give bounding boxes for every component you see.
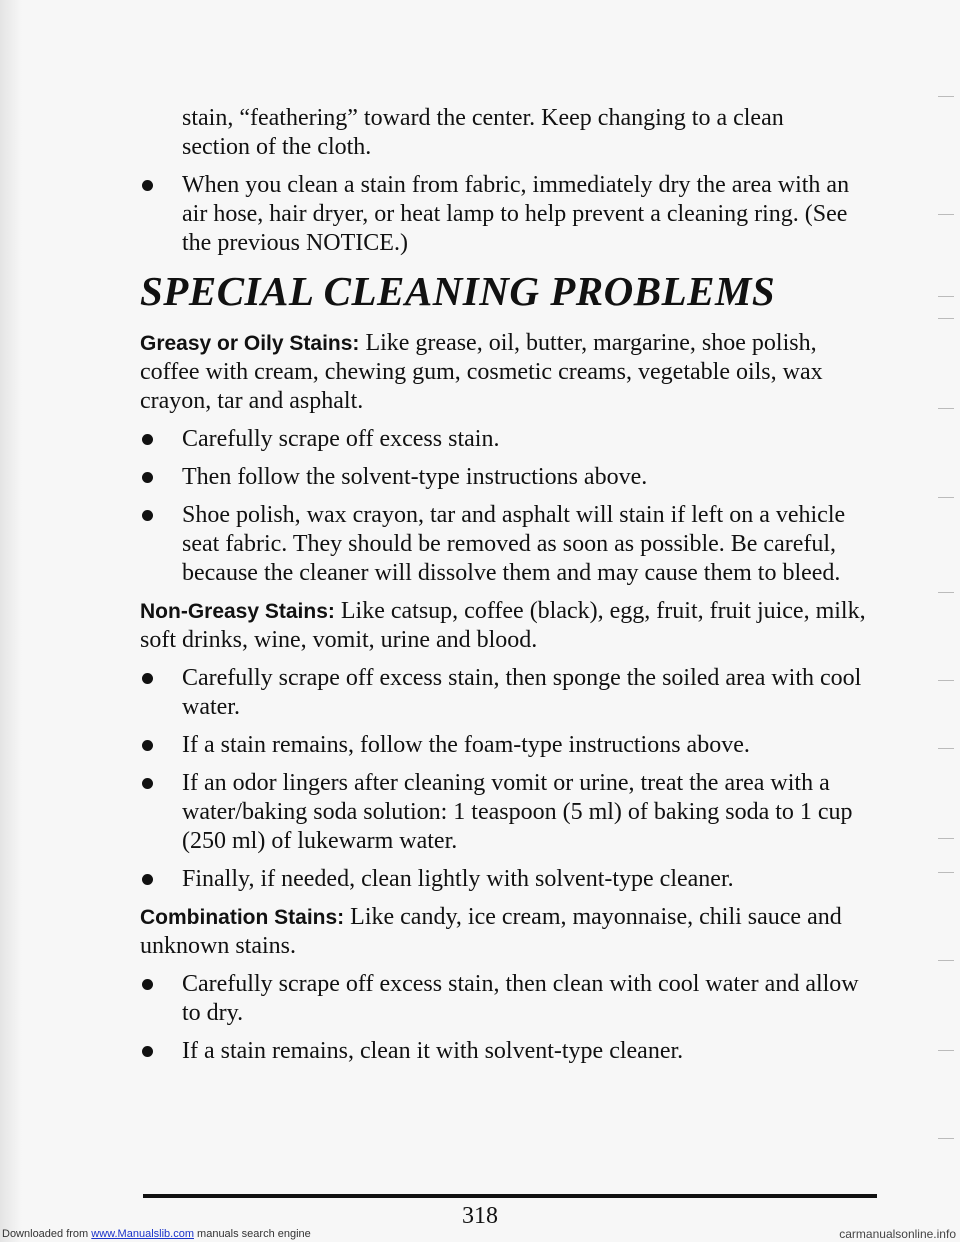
intro-line: stain, “feathering” toward the center. Keep changing to a clean	[182, 105, 784, 131]
combination-lead: Combination Stains:	[140, 906, 345, 929]
intro-paragraph	[182, 104, 880, 162]
download-prefix: Downloaded from	[2, 1228, 92, 1240]
greasy-text: Like grease, oil, butter, margarine, shoe polish, coffee with cream, chewing gum, cosmetic creams, vegetable oils, wax crayon, tar and asphalt.	[140, 330, 823, 414]
bullet-icon	[142, 472, 153, 483]
scan-edge-marks	[920, 0, 960, 1242]
section-heading: SPECIAL CLEANING PROBLEMS	[140, 268, 776, 314]
download-suffix: manuals search engine	[193, 1228, 311, 1240]
bullet-text: Shoe polish, wax crayon, tar and asphalt will stain if left on a vehicle seat fabric. They should be removed as soon as possible. Be careful, because the cleaner will dissolve them and may cause them to bleed.	[182, 502, 846, 586]
bullet-text: Carefully scrape off excess stain, then sponge the soiled area with cool water.	[182, 665, 862, 720]
bullet-text: Finally, if needed, clean lightly with solvent-type cleaner.	[182, 866, 734, 892]
bullet-text: If a stain remains, follow the foam-type instructions above.	[182, 732, 750, 758]
bullet-text: If an odor lingers after cleaning vomit or urine, treat the area with a water/baking soda solution: 1 teaspoon (5 ml) of baking soda to 1 cup (250 ml) of lukewarm water.	[182, 770, 853, 854]
bullet-text: When you clean a stain from fabric, immediately dry the area with an air hose, hair dryer, or heat lamp to help prevent a cleaning ring. (See the previous NOTICE.)	[182, 172, 850, 256]
nongreasy-paragraph	[140, 597, 880, 655]
greasy-lead: Greasy or Oily Stains:	[140, 332, 360, 355]
bullet-icon	[142, 979, 153, 990]
list-item	[140, 865, 880, 894]
nongreasy-lead: Non-Greasy Stains:	[140, 600, 335, 623]
bullet-icon	[142, 510, 153, 521]
list-item	[140, 1037, 880, 1066]
bullet-text: If a stain remains, clean it with solvent-type cleaner.	[182, 1038, 684, 1064]
page-number: 318	[462, 1203, 498, 1229]
manualslib-link[interactable]: www.Manualslib.com	[91, 1228, 194, 1240]
bullet-text: Carefully scrape off excess stain, then clean with cool water and allow to dry.	[182, 971, 859, 1026]
list-item	[140, 425, 880, 454]
bullet-icon	[142, 778, 153, 789]
bullet-icon	[142, 434, 153, 445]
list-item	[140, 731, 880, 760]
combination-paragraph	[140, 903, 880, 961]
bullet-text: Carefully scrape off excess stain.	[182, 426, 500, 452]
page-content	[140, 104, 880, 1075]
list-item	[140, 970, 880, 1028]
nongreasy-text: Like catsup, coffee (black), egg, fruit, fruit juice, milk, soft drinks, wine, vomit, urine and blood.	[140, 598, 866, 653]
list-item	[140, 171, 880, 258]
list-item	[140, 664, 880, 722]
intro-line: section of the cloth.	[182, 134, 372, 160]
bullet-text: Then follow the solvent-type instructions above.	[182, 464, 648, 490]
bullet-icon	[142, 740, 153, 751]
watermark: carmanualsonline.info	[839, 1227, 956, 1241]
bullet-icon	[142, 673, 153, 684]
bullet-icon	[142, 1046, 153, 1057]
bullet-icon	[142, 180, 153, 191]
combination-text: Like candy, ice cream, mayonnaise, chili sauce and unknown stains.	[140, 904, 842, 959]
download-footer	[0, 1226, 960, 1242]
bullet-icon	[142, 874, 153, 885]
list-item	[140, 769, 880, 856]
list-item	[140, 501, 880, 588]
list-item	[140, 463, 880, 492]
scan-left-shadow	[0, 0, 22, 1242]
page-footer-rule	[143, 1194, 877, 1198]
greasy-paragraph	[140, 329, 880, 416]
download-note	[2, 1226, 311, 1242]
